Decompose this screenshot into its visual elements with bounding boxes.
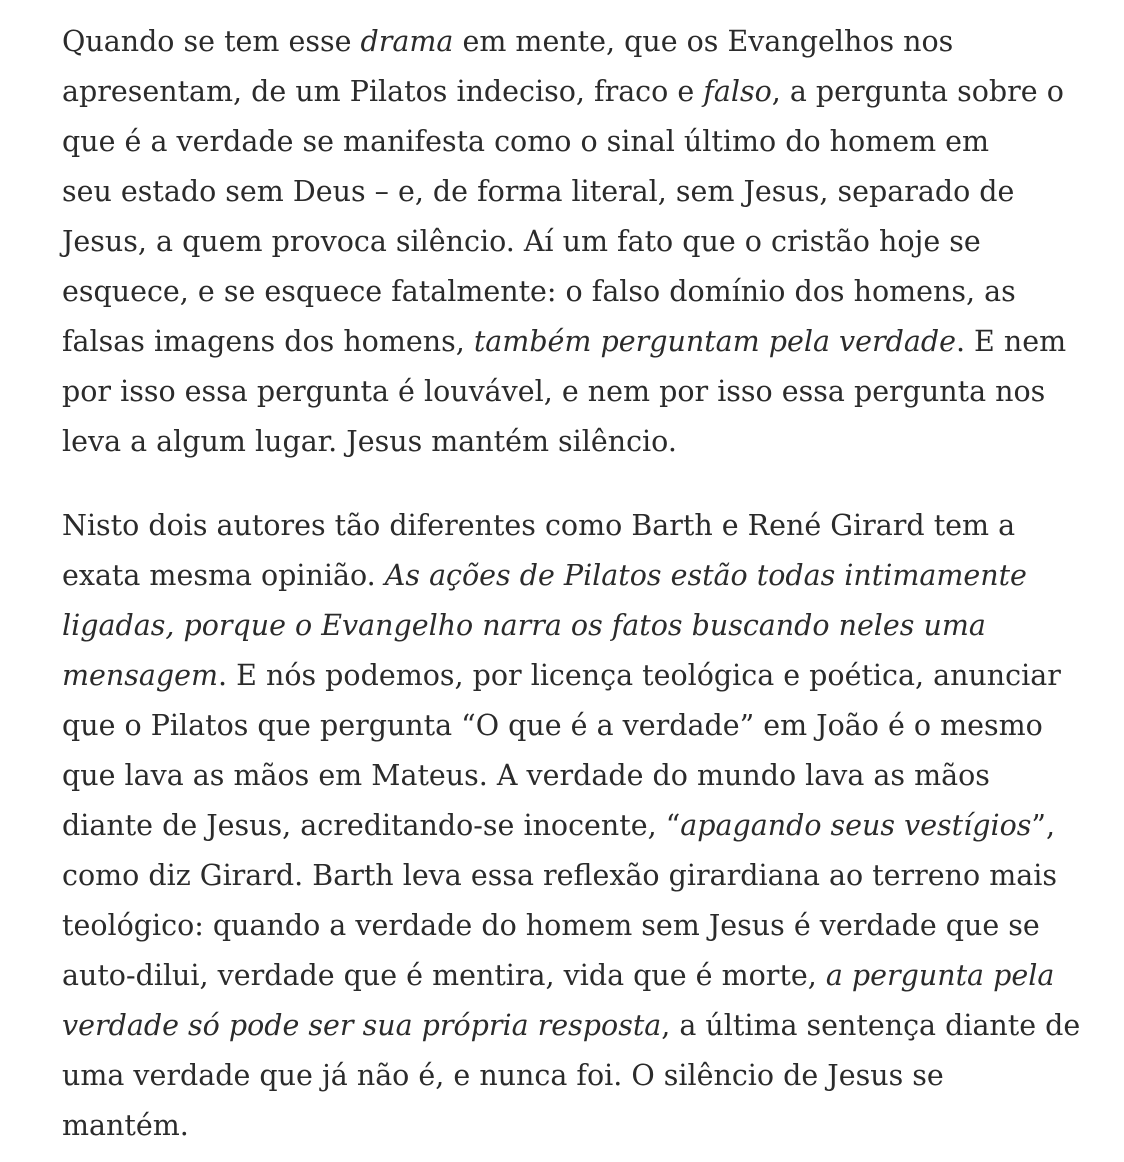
text-line [62, 901, 1102, 951]
text-line [62, 1001, 1102, 1051]
text-segment: falsas imagens dos homens, [62, 325, 474, 358]
text-line [62, 801, 1102, 851]
text-line [62, 1101, 1102, 1151]
text-segment: diante de Jesus, acreditando-se inocente, “ [62, 809, 681, 842]
text-line [62, 551, 1102, 601]
text-line [62, 217, 1102, 267]
italic-text-segment: drama [360, 25, 454, 58]
text-segment: uma verdade que já não é, e nunca foi. O silêncio de Jesus se [62, 1059, 944, 1092]
text-segment: em mente, que os Evangelhos nos [453, 25, 954, 58]
text-segment: ”, [1031, 809, 1056, 842]
text-segment: Jesus, a quem provoca silêncio. Aí um fato que o cristão hoje se [62, 225, 981, 258]
text-segment: mantém. [62, 1109, 189, 1142]
text-segment: que lava as mãos em Mateus. A verdade do mundo lava as mãos [62, 759, 990, 792]
text-segment: esquece, e se esquece fatalmente: o falso domínio dos homens, as [62, 275, 1016, 308]
text-segment: Quando se tem esse [62, 25, 361, 58]
text-line [62, 751, 1102, 801]
text-segment: , a última sentença diante de [661, 1009, 1081, 1042]
text-segment: leva a algum lugar. Jesus mantém silêncio. [62, 425, 677, 458]
italic-text-segment: falso [703, 75, 772, 108]
article-body [62, 17, 1102, 1151]
text-line [62, 651, 1102, 701]
text-segment: . E nem [955, 325, 1067, 358]
text-line [62, 17, 1102, 67]
text-segment: como diz Girard. Barth leva essa reflexão girardiana ao terreno mais [62, 859, 1057, 892]
text-segment: seu estado sem Deus – e, de forma literal, sem Jesus, separado de [62, 175, 1015, 208]
text-segment: por isso essa pergunta é louvável, e nem por isso essa pergunta nos [62, 375, 1046, 408]
text-segment: . E nós podemos, por licença teológica e poética, anunciar [218, 659, 1061, 692]
text-segment: que é a verdade se manifesta como o sinal último do homem em [62, 125, 990, 158]
text-segment: teológico: quando a verdade do homem sem Jesus é verdade que se [62, 909, 1040, 942]
italic-text-segment: verdade só pode ser sua própria resposta [62, 1009, 662, 1042]
paragraph-pilatos-drama [62, 17, 1102, 467]
text-line [62, 701, 1102, 751]
italic-text-segment: também perguntam pela verdade [473, 325, 956, 358]
text-line [62, 501, 1102, 551]
text-line [62, 417, 1102, 467]
italic-text-segment: As ações de Pilatos estão todas intimamente [384, 559, 1027, 592]
text-segment: auto-dilui, verdade que é mentira, vida que é morte, [62, 959, 826, 992]
text-segment: que o Pilatos que pergunta “O que é a verdade” em João é o mesmo [62, 709, 1043, 742]
text-line [62, 167, 1102, 217]
italic-text-segment: mensagem [62, 659, 218, 692]
text-line [62, 601, 1102, 651]
italic-text-segment: a pergunta pela [825, 959, 1055, 992]
paragraph-barth-girard [62, 501, 1102, 1151]
text-line [62, 851, 1102, 901]
text-segment: exata mesma opinião. [62, 559, 385, 592]
text-line [62, 951, 1102, 1001]
text-segment: Nisto dois autores tão diferentes como Barth e René Girard tem a [62, 509, 1016, 542]
text-line [62, 367, 1102, 417]
text-line [62, 1051, 1102, 1101]
text-line [62, 117, 1102, 167]
text-line [62, 67, 1102, 117]
italic-text-segment: apagando seus vestígios [680, 809, 1032, 842]
italic-text-segment: ligadas, porque o Evangelho narra os fatos buscando neles uma [62, 609, 986, 642]
text-segment: apresentam, de um Pilatos indeciso, fraco e [62, 75, 704, 108]
text-line [62, 267, 1102, 317]
text-segment: , a pergunta sobre o [771, 75, 1064, 108]
text-line [62, 317, 1102, 367]
